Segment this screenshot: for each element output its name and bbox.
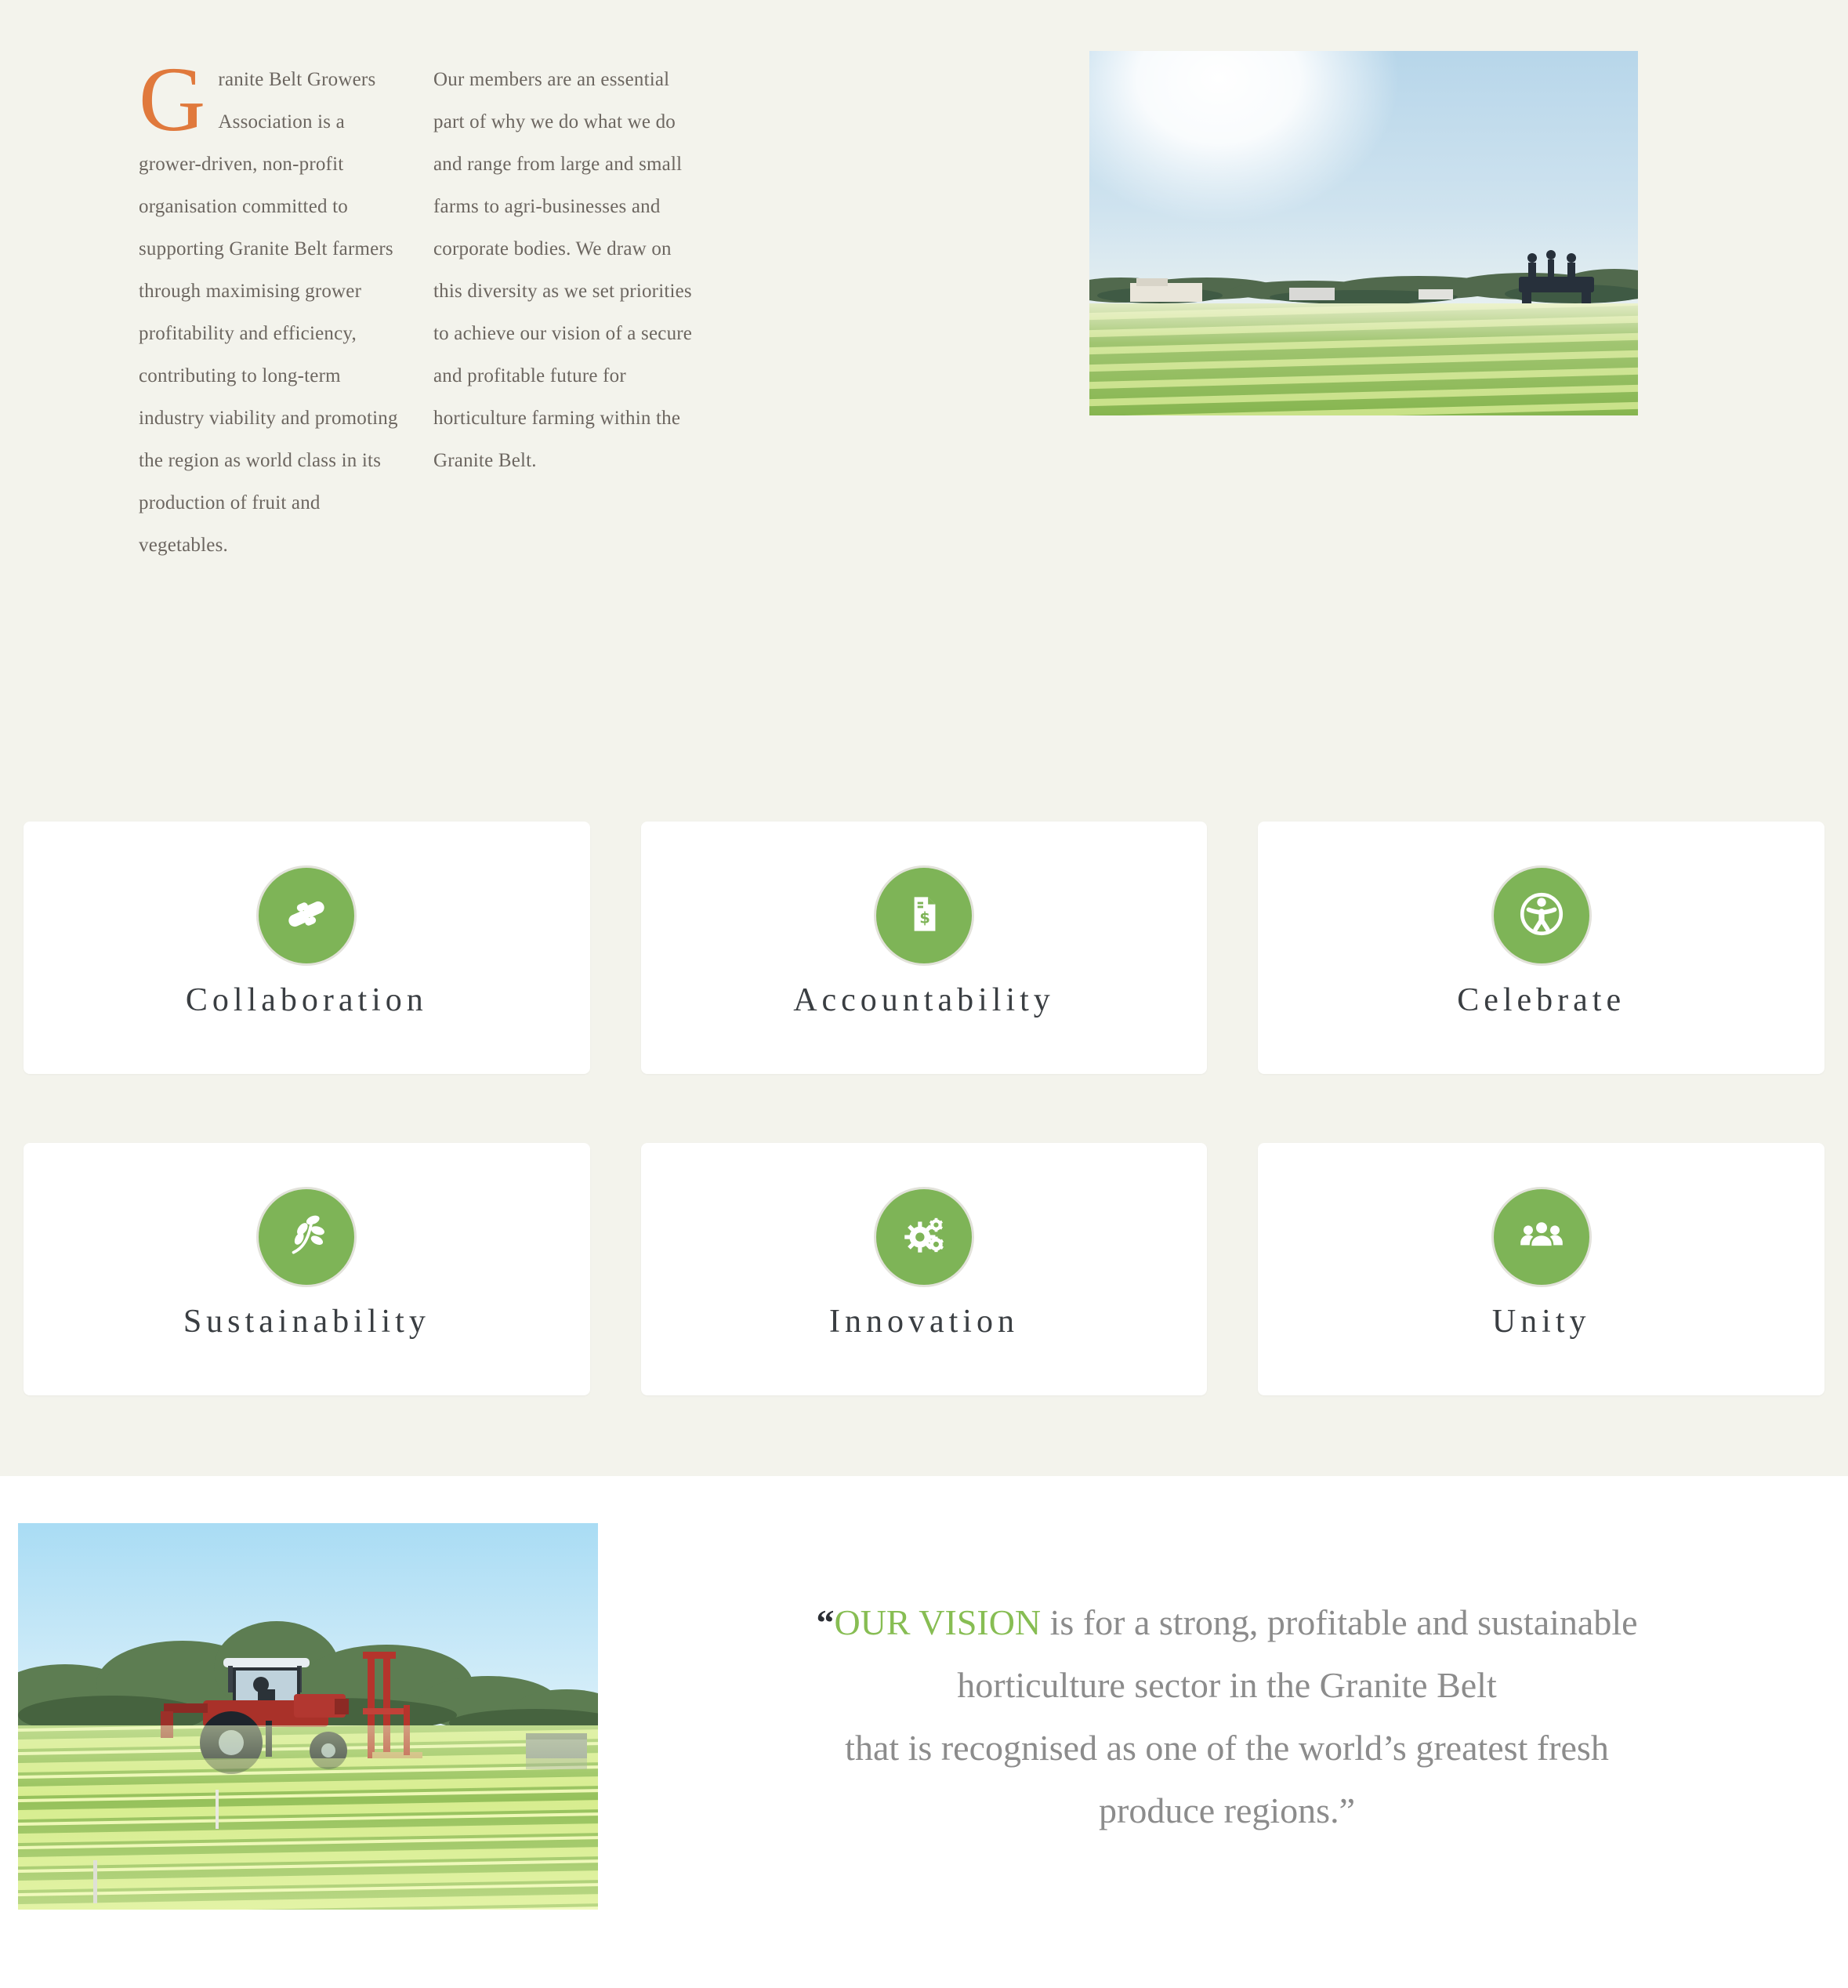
intro-paragraph-2 (433, 51, 697, 482)
branch-leaves-icon (281, 1210, 332, 1265)
card-label-innovation: Innovation (829, 1304, 1019, 1340)
card-unity (1258, 1143, 1824, 1395)
field-sunrise-photo (1089, 51, 1638, 415)
tractor-field-photo (18, 1523, 598, 1910)
quote-open-mark: “ (816, 1602, 835, 1642)
handshake-icon (281, 888, 332, 944)
intro-paragraph-2-text: Our members are an essential part of why we do what we do and range from large and small farms to agri-businesses and corporate bodies. We draw on this diversity as we set priorities to achieve our vision of a secure and profitable future for horticulture farming within the Granite Belt. (433, 69, 693, 471)
card-label-accountability: Accountability (793, 982, 1055, 1018)
vision-quote (816, 1591, 1637, 1842)
card-label-celebrate: Celebrate (1457, 982, 1626, 1018)
values-cards-grid (24, 822, 1824, 1395)
card-collaboration (24, 822, 590, 1074)
svg-text:$: $ (919, 908, 930, 927)
quote-close-mark: ” (1339, 1790, 1355, 1830)
quote-line1: is for a strong, profitable and sustainable (1041, 1602, 1638, 1642)
quote-line3: that is recognised as one of the world’s greatest fresh (845, 1727, 1609, 1768)
vision-section (0, 1476, 1848, 1988)
intro-paragraph-1-text: ranite Belt Growers Association is a grower-driven, non-profit organisation committed to supporting Granite Belt farmers through maximising grower profitability and efficiency, contributing to long-term industry viability and promoting the region as world class in its production of fruit and vegetables. (139, 69, 398, 556)
card-label-collaboration: Collaboration (185, 982, 428, 1018)
intro-row (0, 0, 1848, 567)
quote-line4: produce regions. (1099, 1790, 1339, 1830)
card-sustainability (24, 1143, 590, 1395)
card-innovation (641, 1143, 1208, 1395)
intro-paragraph-1 (139, 48, 402, 567)
gears-icon (898, 1210, 950, 1265)
card-celebrate (1258, 822, 1824, 1074)
vision-quote-area (598, 1523, 1793, 1910)
card-label-sustainability: Sustainability (183, 1304, 430, 1340)
users-icon (1516, 1210, 1567, 1265)
quote-highlight: OUR VISION (834, 1602, 1042, 1642)
universal-access-icon (1516, 888, 1567, 944)
quote-line2: horticulture sector in the Granite Belt (957, 1664, 1497, 1705)
card-label-unity: Unity (1491, 1304, 1591, 1340)
dropcap-g: G (139, 48, 206, 151)
card-accountability (641, 822, 1208, 1074)
invoice-dollar-icon (898, 888, 950, 944)
